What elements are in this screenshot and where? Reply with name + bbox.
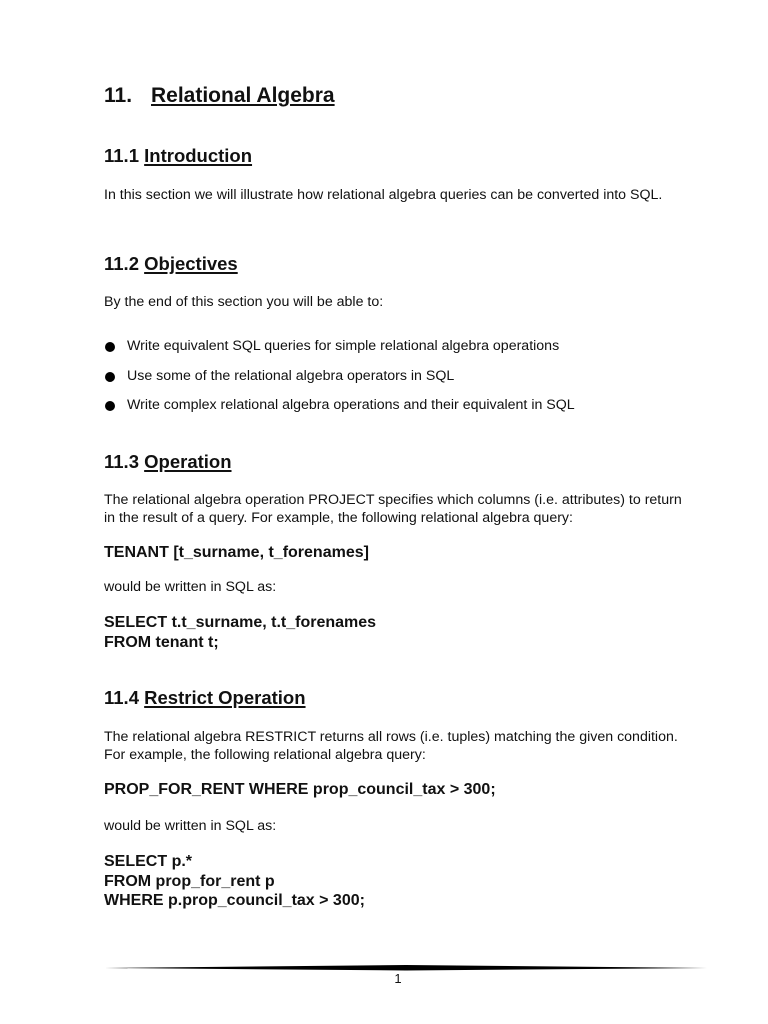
algebra-expression: PROP_FOR_RENT WHERE prop_council_tax > 300; <box>104 781 496 798</box>
list-item-text: Use some of the relational algebra operators in SQL <box>127 367 455 384</box>
list-item <box>104 397 704 427</box>
bullet-icon <box>105 401 115 411</box>
section-heading-objectives <box>104 253 238 275</box>
page-title <box>104 84 335 108</box>
transition-text: would be written in SQL as: <box>104 579 277 595</box>
section-title: Objectives <box>144 253 238 274</box>
section-title: Restrict Operation <box>144 687 306 708</box>
algebra-expression: TENANT [t_surname, t_forenames] <box>104 544 369 561</box>
objectives-list <box>104 338 704 427</box>
objectives-paragraph: By the end of this section you will be able to: <box>104 294 384 310</box>
list-item-text: Write equivalent SQL queries for simple relational algebra operations <box>127 338 560 354</box>
sql-line: FROM tenant t; <box>104 633 219 651</box>
list-item-text: Write complex relational algebra operations and their equivalent in SQL <box>127 397 575 414</box>
section-number: 11.3 <box>104 451 139 472</box>
section-number: 11.1 <box>104 145 139 166</box>
list-item <box>104 338 704 368</box>
list-item <box>104 368 704 398</box>
restrict-paragraph: The relational algebra RESTRICT returns all rows (i.e. tuples) matching the given condition. For example, the following relational algebra query: <box>104 729 678 763</box>
operation-paragraph: The relational algebra operation PROJECT specifies which columns (i.e. attributes) to return in the result of a query. For example, the following relational algebra query: <box>104 492 682 526</box>
bullet-icon <box>105 342 115 352</box>
section-heading-operation <box>104 451 232 473</box>
bullet-icon <box>105 372 115 382</box>
sql-line: SELECT p.* <box>104 853 193 870</box>
section-title: Introduction <box>144 145 253 166</box>
section-title: Operation <box>144 451 232 472</box>
title-number: 11. <box>104 84 133 107</box>
section-heading-restrict-operation <box>104 687 306 709</box>
section-number: 11.4 <box>104 687 139 708</box>
page-number: 1 <box>394 971 402 986</box>
sql-line: SELECT t.t_surname, t.t_forenames <box>104 614 377 631</box>
transition-text: would be written in SQL as: <box>104 818 277 834</box>
section-number: 11.2 <box>104 253 139 274</box>
introduction-paragraph: In this section we will illustrate how relational algebra queries can be converted into SQL. <box>104 187 663 203</box>
section-heading-introduction <box>104 145 252 167</box>
title-text: Relational Algebra <box>151 84 335 107</box>
sql-line: WHERE p.prop_council_tax > 300; <box>104 892 365 909</box>
sql-code-block <box>104 852 365 911</box>
sql-line: FROM prop_for_rent p <box>104 872 275 890</box>
sql-code-block <box>104 613 376 652</box>
